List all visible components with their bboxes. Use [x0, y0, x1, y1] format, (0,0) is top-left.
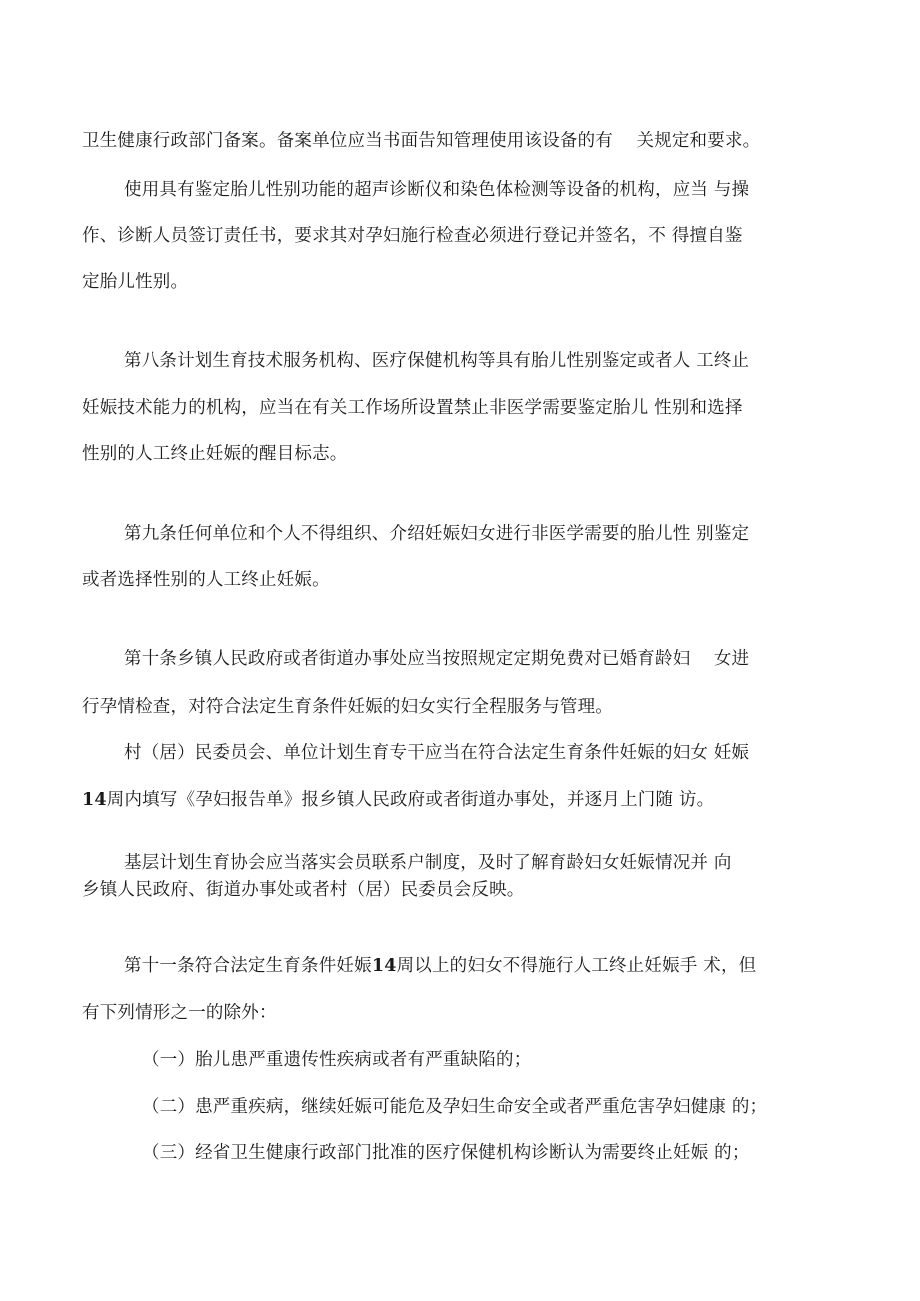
paragraph-2-line-3: 定胎儿性别。: [82, 272, 189, 292]
article-8-line-2: 妊娠技术能力的机构，应当在有关工作场所设置禁止非医学需要鉴定胎儿 性别和选择: [82, 398, 743, 418]
paragraph-6-line-2-text: 周内填写《孕妇报告单》报乡镇人民政府或者街道办事处，并逐月上门随 访。: [106, 790, 715, 810]
article-9-line-2: 或者选择性别的人工终止妊娠。: [82, 570, 330, 590]
article-11-line-2: 有下列情形之一的除外：: [82, 1003, 277, 1023]
paragraph-2-line-1: 使用具有鉴定胎儿性别功能的超声诊断仪和染色体检测等设备的机构，应当 与操: [124, 180, 750, 200]
article-11-pre: 第十一条符合法定生育条件妊娠: [124, 956, 372, 976]
paragraph-6-line-1: 村（居）民委员会、单位计划生育专干应当在符合法定生育条件妊娠的妇女 妊娠: [124, 743, 750, 763]
list-item-2: （二）患严重疾病，继续妊娠可能危及孕妇生命安全或者严重危害孕妇健康 的；: [142, 1097, 768, 1117]
paragraph-6-line-2: [82, 788, 714, 812]
paragraph-7-line-2: 乡镇人民政府、街道办事处或者村（居）民委员会反映。: [82, 880, 525, 900]
article-8-line-3: 性别的人工终止妊娠的醒目标志。: [82, 444, 348, 464]
article-10-line-2: 行孕情检查，对符合法定生育条件妊娠的妇女实行全程服务与管理。: [82, 697, 613, 717]
article-9-line-1: 第九条任何单位和个人不得组织、介绍妊娠妇女进行非医学需要的胎儿性 别鉴定: [124, 524, 750, 544]
weeks-number: 14: [82, 790, 107, 810]
article-11-post: 周以上的妇女不得施行人工终止妊娠手 术，但: [396, 956, 757, 976]
weeks-number: 14: [371, 956, 397, 976]
article-11-line-1: [124, 954, 756, 978]
paragraph-1-line-1: 卫生健康行政部门备案。备案单位应当书面告知管理使用该设备的有 关规定和要求。: [82, 131, 761, 151]
list-item-1: （一）胎儿患严重遗传性疾病或者有严重缺陷的；: [142, 1050, 532, 1070]
paragraph-7-line-1: 基层计划生育协会应当落实会员联系户制度，及时了解育龄妇女妊娠情况并 向: [124, 853, 732, 873]
list-item-3: （三）经省卫生健康行政部门批准的医疗保健机构诊断认为需要终止妊娠 的；: [142, 1143, 750, 1163]
article-10-line-1: 第十条乡镇人民政府或者街道办事处应当按照规定定期免费对已婚育龄妇 女进: [124, 649, 750, 669]
paragraph-2-line-2: 作、诊断人员签订责任书，要求其对孕妇施行检查必须进行登记并签名，不 得擅自鉴: [82, 226, 743, 246]
article-8-line-1: 第八条计划生育技术服务机构、医疗保健机构等具有胎儿性别鉴定或者人 工终止: [124, 351, 750, 371]
